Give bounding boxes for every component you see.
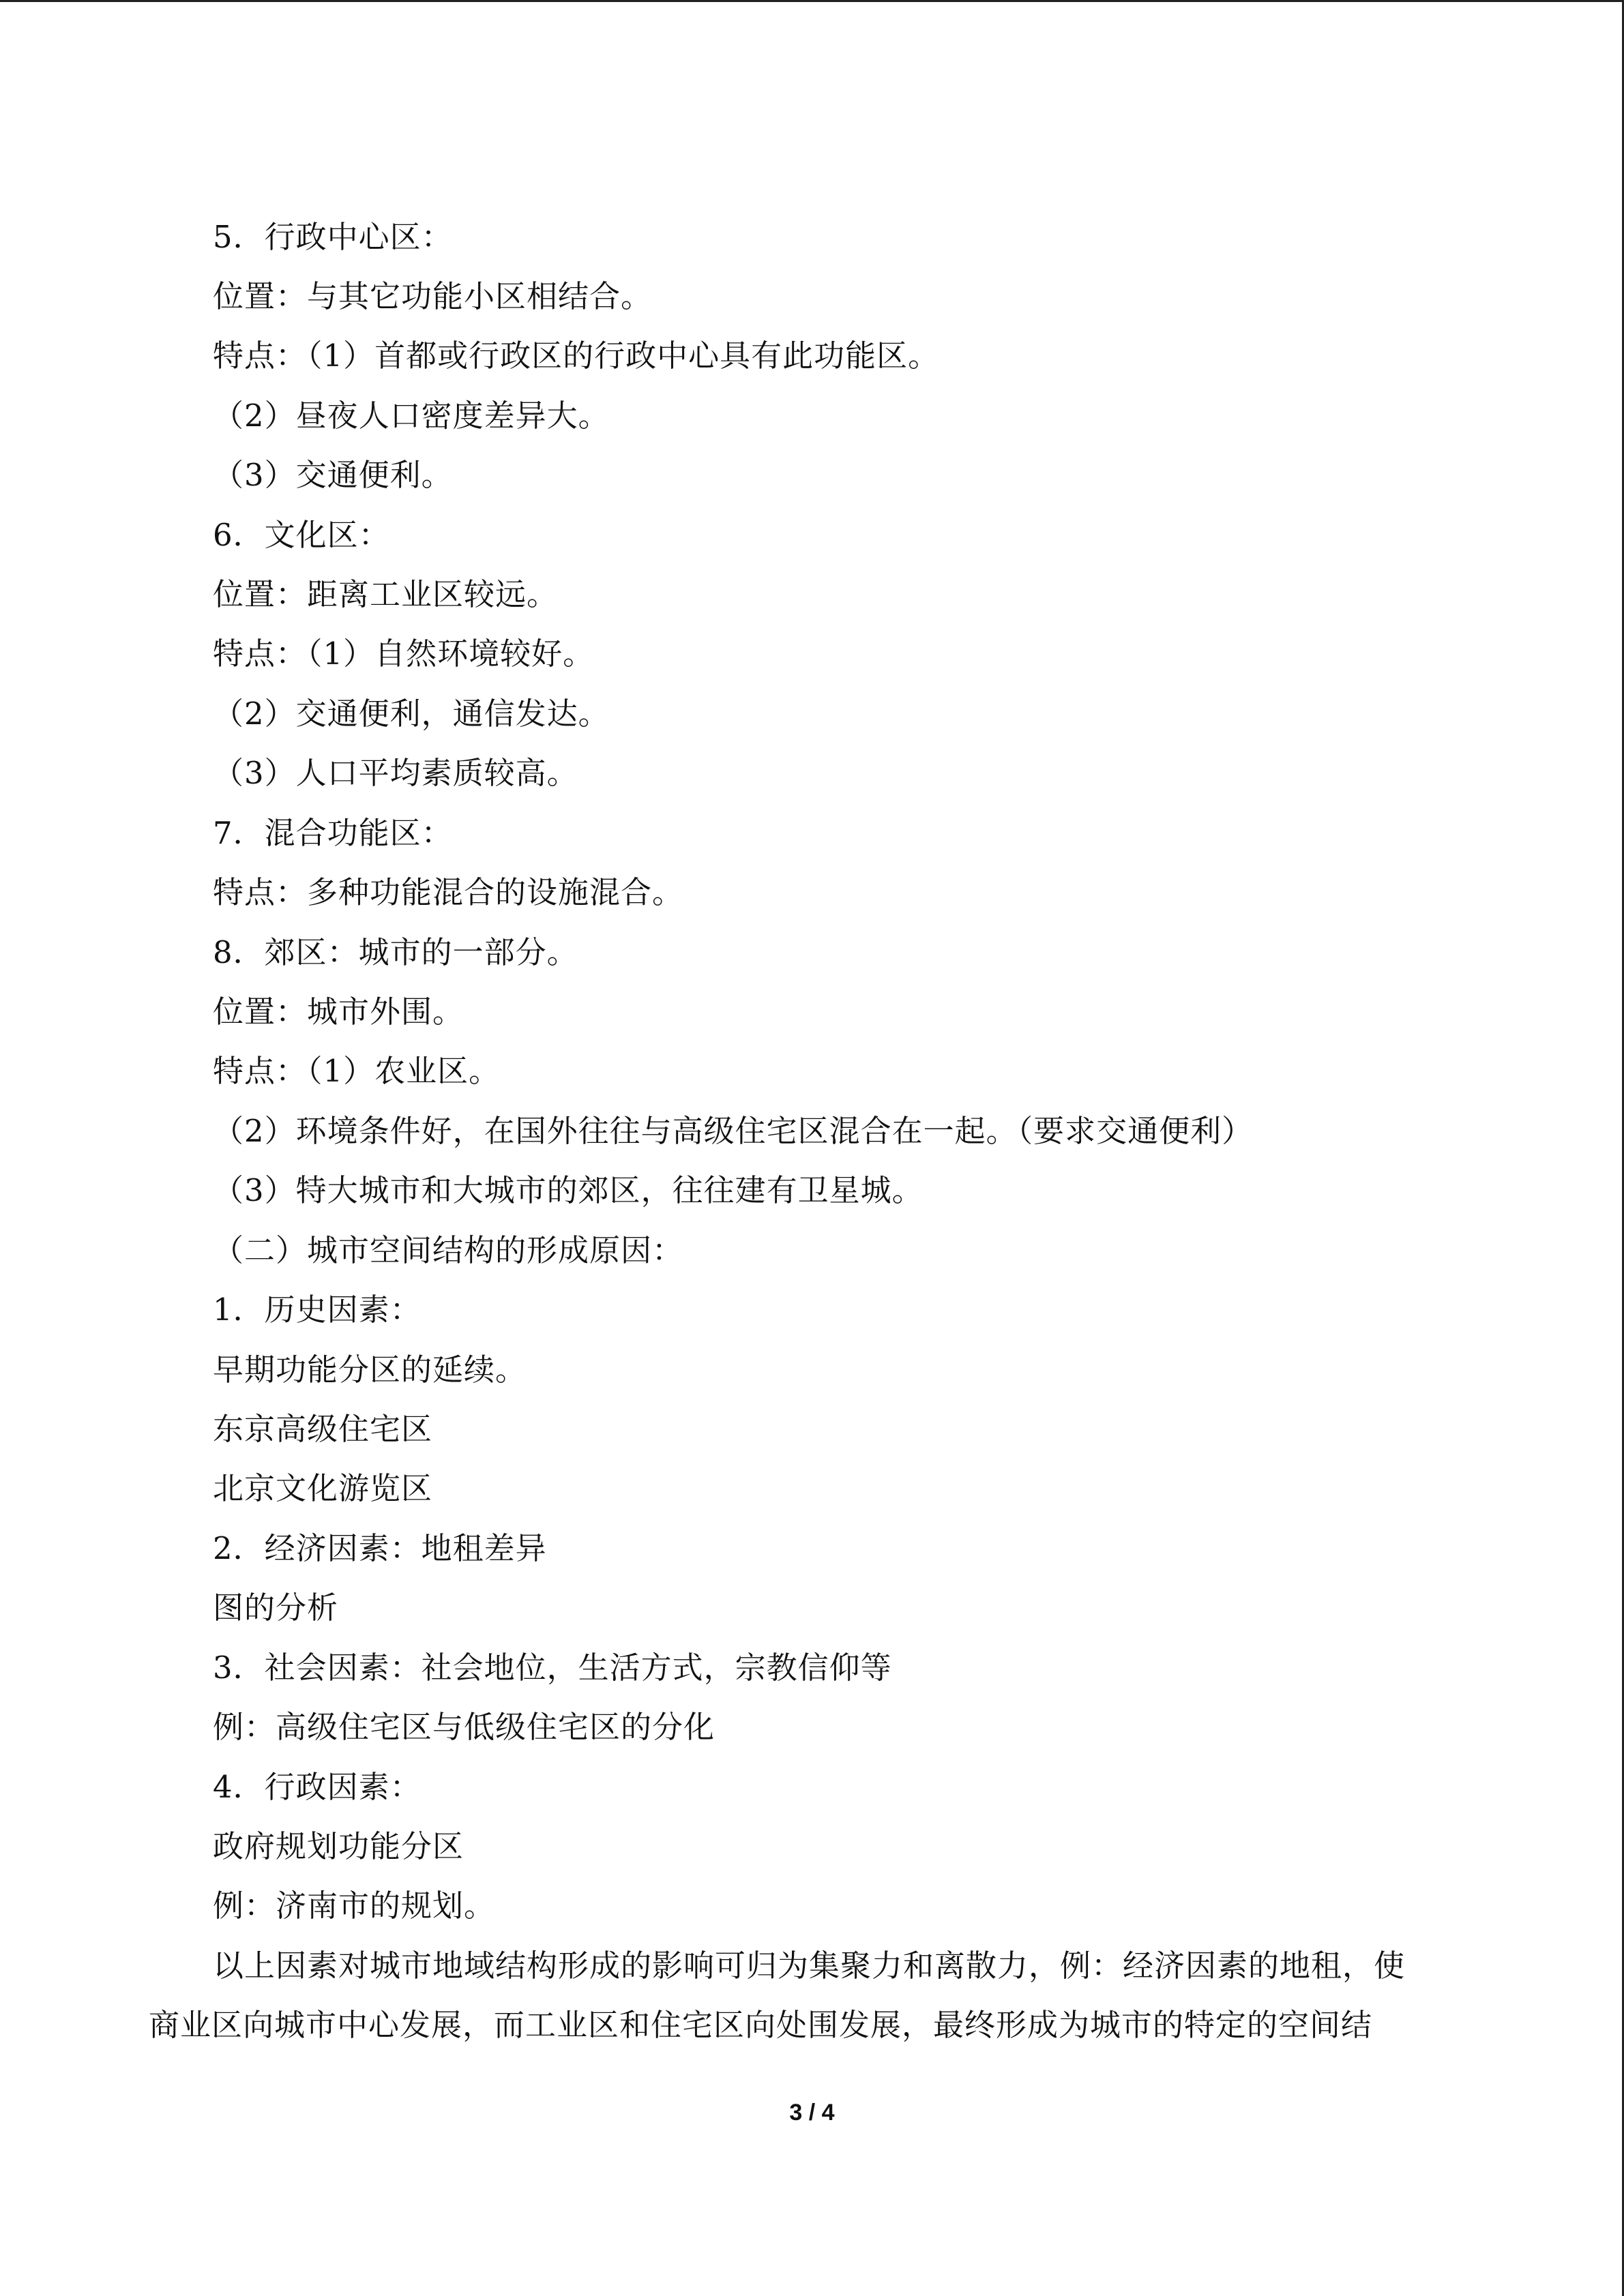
section-heading-administrative: 4．行政因素： xyxy=(213,1769,422,1805)
text-line: 东京高级住宅区 xyxy=(213,1411,433,1447)
text-line: （2）昼夜人口密度差异大。 xyxy=(213,398,610,434)
text-line: 例：高级住宅区与低级住宅区的分化 xyxy=(213,1709,715,1745)
text-line: （2）环境条件好，在国外往往与高级住宅区混合在一起。（要求交通便利） xyxy=(213,1113,1254,1149)
text-line: （2）交通便利，通信发达。 xyxy=(213,696,610,732)
text-line: 特点：（1）首都或行政区的行政中心具有此功能区。 xyxy=(213,338,940,374)
section-heading-cultural-district: 6．文化区： xyxy=(213,517,390,553)
text-line: 位置：与其它功能小区相结合。 xyxy=(213,278,653,314)
text-line: 图的分析 xyxy=(213,1590,339,1626)
text-line: 位置：城市外围。 xyxy=(213,994,464,1030)
section-heading-admin-center: 5．行政中心区： xyxy=(213,219,453,255)
section-heading-suburbs: 8．郊区：城市的一部分。 xyxy=(213,934,578,970)
text-line: （3）人口平均素质较高。 xyxy=(213,755,578,791)
text-line: 位置：距离工业区较远。 xyxy=(213,576,559,612)
paragraph-line: 商业区向城市中心发展，而工业区和住宅区向处围发展，最终形成为城市的特定的空间结 xyxy=(149,2007,1373,2043)
text-line: 特点：（1）农业区。 xyxy=(213,1053,501,1089)
text-line: 特点：多种功能混合的设施混合。 xyxy=(213,874,684,910)
section-heading-social: 3．社会因素：社会地位，生活方式，宗教信仰等 xyxy=(213,1650,892,1686)
page-number: 3 / 4 xyxy=(789,2100,835,2126)
text-line: （3）特大城市和大城市的郊区，往往建有卫星城。 xyxy=(213,1172,924,1208)
section-heading-economic: 2．经济因素：地租差异 xyxy=(213,1530,547,1566)
text-line: 北京文化游览区 xyxy=(213,1470,433,1506)
section-heading-formation-causes: （二）城市空间结构的形成原因： xyxy=(213,1232,684,1268)
text-line: 早期功能分区的延续。 xyxy=(213,1352,527,1388)
section-heading-historical: 1．历史因素： xyxy=(213,1292,422,1328)
text-line: 例：济南市的规划。 xyxy=(213,1888,496,1924)
paragraph-line: 以上因素对城市地域结构形成的影响可归为集聚力和离散力，例：经济因素的地租，使 xyxy=(213,1948,1406,1984)
section-heading-mixed-function: 7．混合功能区： xyxy=(213,815,453,851)
text-line: 特点：（1）自然环境较好。 xyxy=(213,636,595,672)
text-line: （3）交通便利。 xyxy=(213,457,453,493)
text-line: 政府规划功能分区 xyxy=(213,1828,464,1864)
